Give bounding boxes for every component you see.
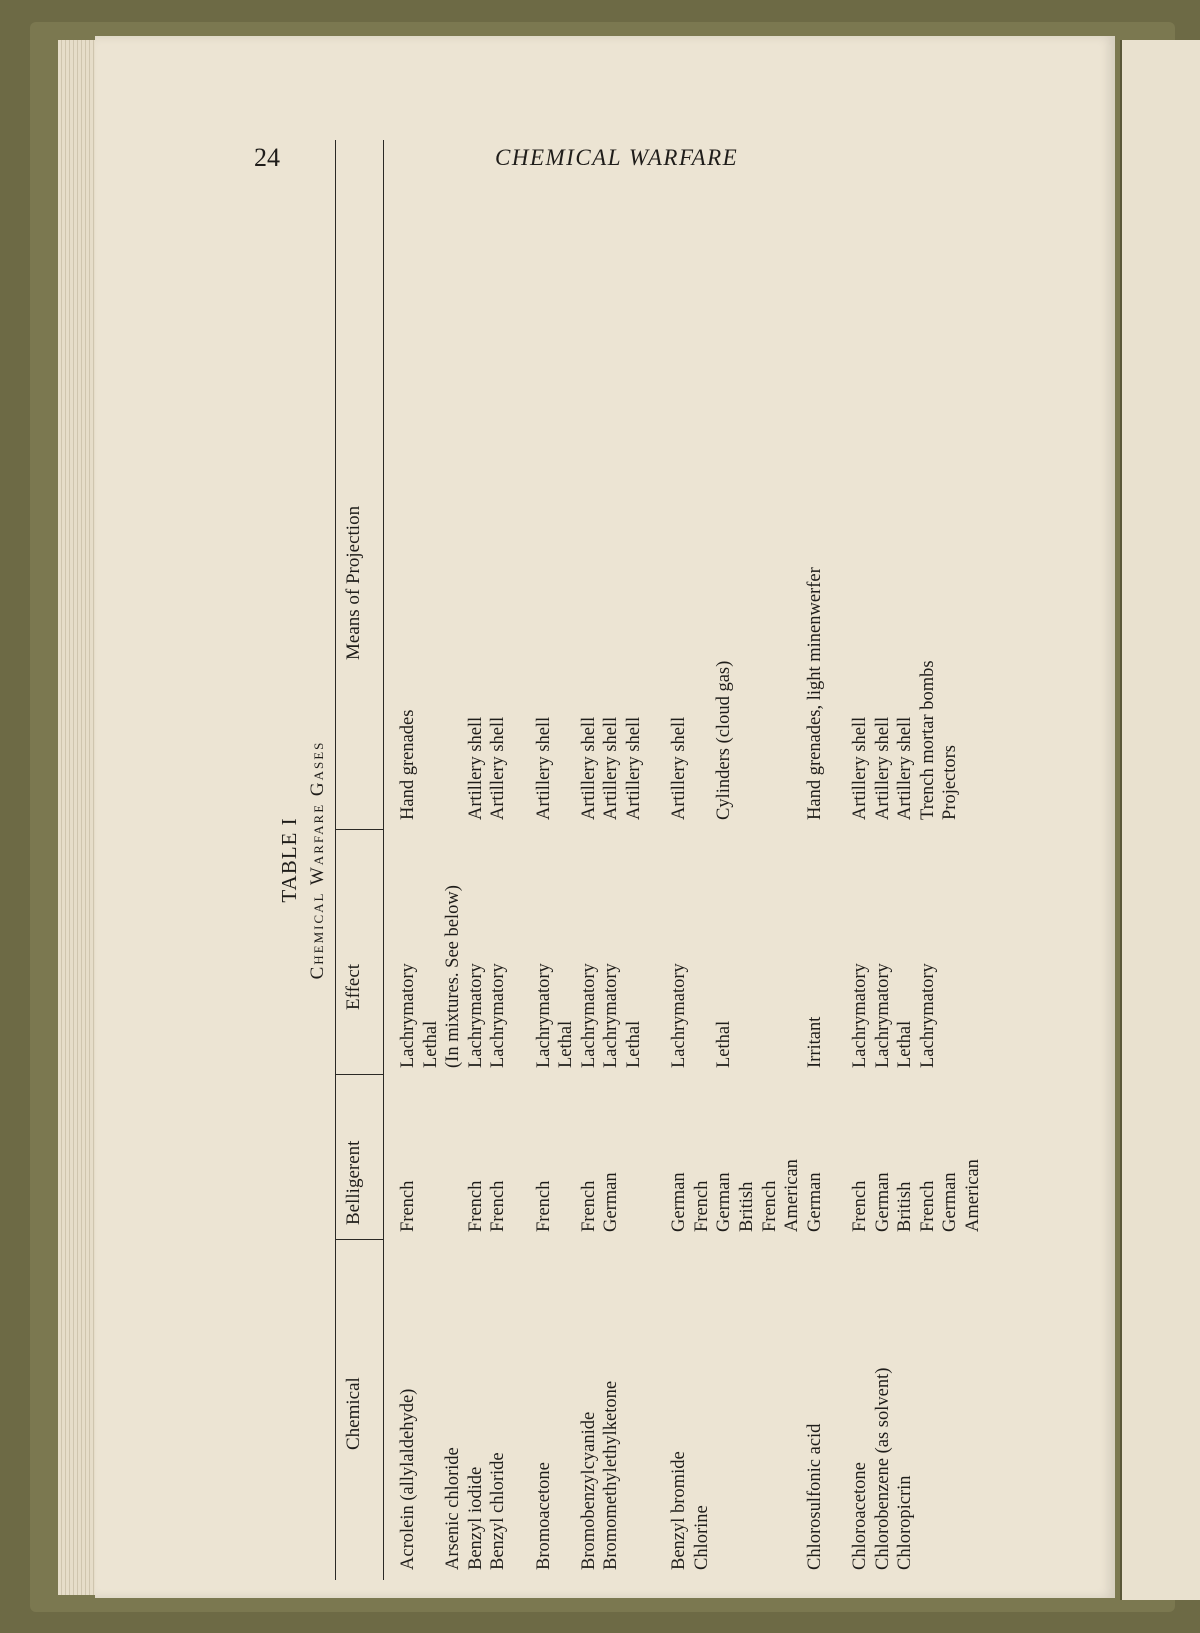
chemical-cell: Acrolein (allylaldehyde) [398,1388,418,1570]
col-header-chemical: Chemical [343,1377,364,1450]
belligerent-cell: French [578,1180,599,1232]
belligerent-cell: French [533,1180,554,1232]
chemical-cell: Chlorine [691,1505,712,1570]
chemical-cell: Chloropicrin [895,1475,916,1570]
effect-cell: Irritant [804,1016,825,1068]
table-subtitle: Chemical Warfare Gases [307,740,328,980]
effect-cell: Lachrymatory [917,963,938,1068]
means-cell: Artillery shell [601,716,622,820]
belligerent-cell: German [669,1172,690,1232]
running-title: CHEMICAL WARFARE [495,145,739,170]
belligerent-cell: French [759,1180,780,1232]
means-cell: Artillery shell [872,716,893,820]
chemical-cell: Bromobenzylcyanide [578,1411,599,1570]
effect-cell: Lethal [714,1020,735,1068]
effect-cell: Lethal [420,1020,441,1068]
means-cell: Artillery shell [488,716,509,820]
chemical-cell: Arsenic chloride [443,1447,464,1570]
means-cell: Artillery shell [578,716,599,820]
page-edges [58,40,98,1595]
chemical-cell: Chloroacetone [850,1462,870,1570]
means-cell: Hand grenades [398,709,418,820]
belligerent-cell: French [917,1180,938,1232]
col-rule [335,1239,383,1240]
chemical-cell: Chlorobenzene (as solvent) [872,1367,893,1570]
effect-cell: Lachrymatory [578,963,599,1068]
col-header-means: Means of Projection [343,505,364,660]
effect-cell: Lachrymatory [669,963,690,1068]
means-cell: Artillery shell [624,716,644,820]
effect-cell: Lachrymatory [533,963,554,1068]
chemical-cell: Benzyl iodide [465,1466,486,1570]
means-cell: Artillery shell [669,716,690,820]
belligerent-cell: German [714,1172,735,1232]
effect-cell: Lachrymatory [872,963,893,1068]
effect-cell: (In mixtures. See below) [443,885,464,1068]
chemical-cell: Bromomethylethylketone [601,1380,622,1570]
belligerent-cell: German [940,1172,961,1232]
belligerent-cell: French [488,1180,509,1232]
col-rule [335,829,383,830]
page-number: 24 [254,143,280,172]
belligerent-cell: British [895,1181,916,1232]
header-rule [383,140,384,1580]
means-cell: Hand grenades, light minenwerfer [804,567,825,820]
col-header-effect: Effect [343,963,364,1010]
belligerent-cell: French [691,1180,712,1232]
chemical-cell: Chlorosulfonic acid [804,1423,825,1570]
means-cell: Cylinders (cloud gas) [714,660,735,820]
means-cell: Artillery shell [895,716,916,820]
effect-cell: Lachrymatory [488,963,509,1068]
chemical-cell: Bromoacetone [533,1462,554,1570]
effect-cell: Lachrymatory [398,963,418,1068]
effect-cell: Lethal [624,1020,644,1068]
belligerent-cell: French [465,1180,486,1232]
means-cell: Artillery shell [850,716,870,820]
belligerent-cell: American [963,1159,983,1232]
belligerent-cell: American [782,1159,803,1232]
means-cell: Projectors [940,744,961,820]
col-rule [335,1074,383,1075]
belligerent-cell: German [872,1172,893,1232]
means-cell: Artillery shell [533,716,554,820]
belligerent-cell: French [850,1180,870,1232]
facing-page-edge [1120,40,1200,1600]
belligerent-cell: German [601,1172,622,1232]
effect-cell: Lachrymatory [850,963,870,1068]
belligerent-cell: German [804,1172,825,1232]
rotated-table [277,140,1015,1580]
table-top-rule [335,140,336,1580]
effect-cell: Lachrymatory [601,963,622,1068]
effect-cell: Lethal [895,1020,916,1068]
chemical-cell: Benzyl bromide [669,1451,690,1570]
col-header-belligerent: Belligerent [343,1140,364,1225]
chemical-cell: Benzyl chloride [488,1452,509,1570]
means-cell: Trench mortar bombs [917,660,938,820]
belligerent-cell: British [737,1181,757,1232]
belligerent-cell: French [398,1180,418,1232]
effect-cell: Lachrymatory [465,963,486,1068]
effect-cell: Lethal [556,1020,577,1068]
table-title: TABLE I [277,817,301,903]
means-cell: Artillery shell [465,716,486,820]
